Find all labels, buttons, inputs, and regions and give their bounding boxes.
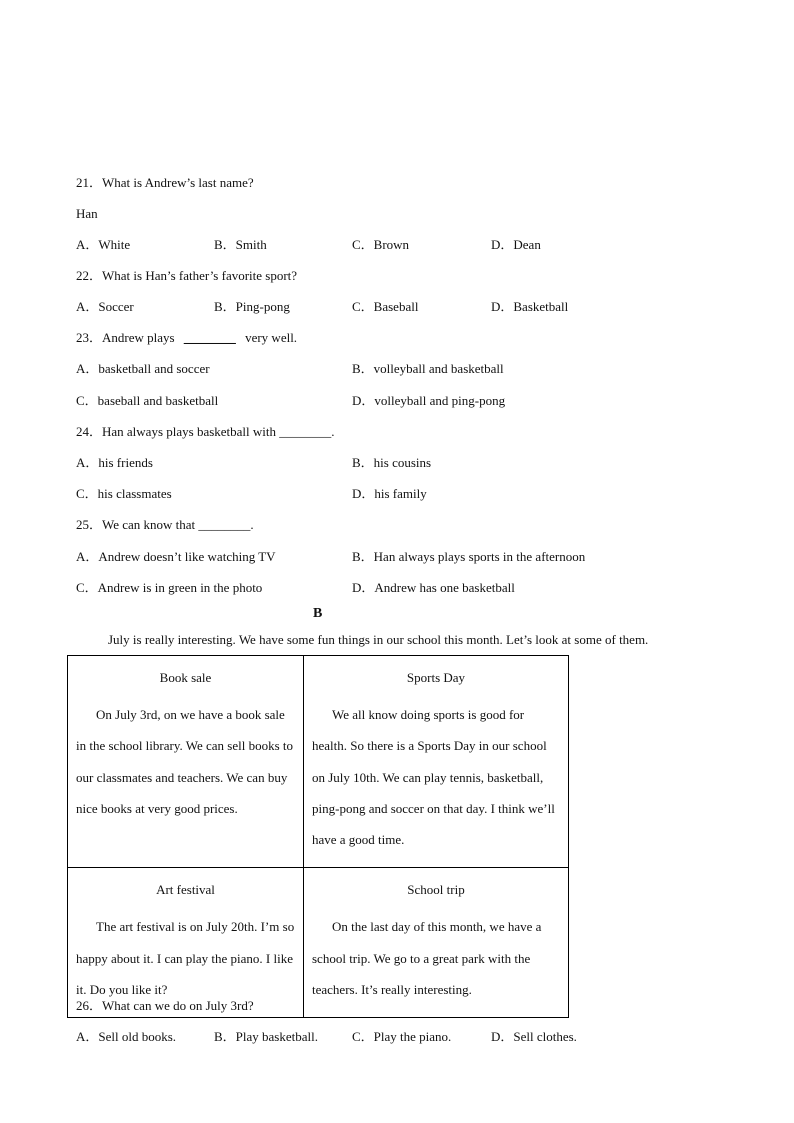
question-23-option-d[interactable]: D．volleyball and ping-pong (352, 393, 506, 408)
question-21-option-c[interactable]: C．Brown (352, 237, 410, 252)
question-25-option-a[interactable]: A．Andrew doesn’t like watching TV (76, 549, 276, 564)
question-26-option-b[interactable]: B．Play basketball. (214, 1029, 318, 1044)
question-22-option-d[interactable]: D．Basketball (491, 299, 569, 314)
sports-day-text: We all know doing sports is good for health. So there is a Sports Day in our school on July 10th. We can play tennis, basketball, ping-pong and soccer on that day. I think we’ll have a good time. (312, 707, 555, 848)
school-trip-text: On the last day of this month, we have a school trip. We go to a great park with the teachers. It’s really interesting. (312, 919, 542, 998)
sports-day-cell (304, 656, 569, 868)
school-trip-title: School trip (407, 882, 465, 898)
question-25-stem: 25．We can know that ________. (76, 517, 254, 532)
question-23-stem-before: 23．Andrew plays (76, 330, 175, 345)
art-festival-cell (68, 868, 304, 1018)
question-21-note: Han (76, 206, 98, 221)
question-22-stem: 22．What is Han’s father’s favorite sport? (76, 268, 298, 283)
section-b-heading: B (313, 606, 323, 621)
question-23-blank: ________ (183, 330, 236, 345)
question-21-stem: 21．What is Andrew’s last name? (76, 175, 254, 190)
question-24-option-a[interactable]: A．his friends (76, 455, 153, 470)
question-23-option-b[interactable]: B．volleyball and basketball (352, 361, 504, 376)
art-festival-title: Art festival (156, 882, 215, 898)
question-23-option-a[interactable]: A．basketball and soccer (76, 361, 210, 376)
section-b-intro: July is really interesting. We have some fun things in our school this month. Let’s look at some of them. (108, 632, 649, 647)
question-24-option-b[interactable]: B．his cousins (352, 455, 432, 470)
question-21-option-b[interactable]: B．Smith (214, 237, 267, 252)
question-24-option-d[interactable]: D．his family (352, 486, 427, 501)
question-25-option-d[interactable]: D．Andrew has one basketball (352, 580, 515, 595)
question-22-option-c[interactable]: C．Baseball (352, 299, 419, 314)
question-21-option-a[interactable]: A．White (76, 237, 131, 252)
question-24-stem: 24．Han always plays basketball with ________. (76, 424, 335, 439)
question-26-stem: 26．What can we do on July 3rd? (76, 998, 254, 1013)
question-22-option-b[interactable]: B．Ping-pong (214, 299, 290, 314)
events-table (67, 655, 569, 1018)
sports-day-title: Sports Day (406, 670, 466, 685)
question-23-stem (76, 330, 297, 346)
book-sale-title: Book sale (159, 670, 212, 685)
book-sale-cell (68, 656, 304, 868)
art-festival-text: The art festival is on July 20th. I’m so happy about it. I can play the piano. I like it. Do you like it? (76, 919, 295, 998)
question-21-option-d[interactable]: D．Dean (491, 237, 541, 252)
question-25-option-c[interactable]: C．Andrew is in green in the photo (76, 580, 263, 595)
question-23-option-c[interactable]: C．baseball and basketball (76, 393, 219, 408)
question-26-option-d[interactable]: D．Sell clothes. (491, 1029, 577, 1044)
question-26-option-c[interactable]: C．Play the piano. (352, 1029, 452, 1044)
question-25-option-b[interactable]: B．Han always plays sports in the afternoon (352, 549, 586, 564)
school-trip-cell (304, 868, 569, 1018)
question-22-option-a[interactable]: A．Soccer (76, 299, 134, 314)
question-26-option-a[interactable]: A．Sell old books. (76, 1029, 177, 1044)
question-24-option-c[interactable]: C．his classmates (76, 486, 172, 501)
book-sale-text: On July 3rd, on we have a book sale in the school library. We can sell books to our classmates and teachers. We can buy nice books at very good prices. (76, 707, 294, 816)
question-23-stem-after: very well. (245, 330, 298, 345)
